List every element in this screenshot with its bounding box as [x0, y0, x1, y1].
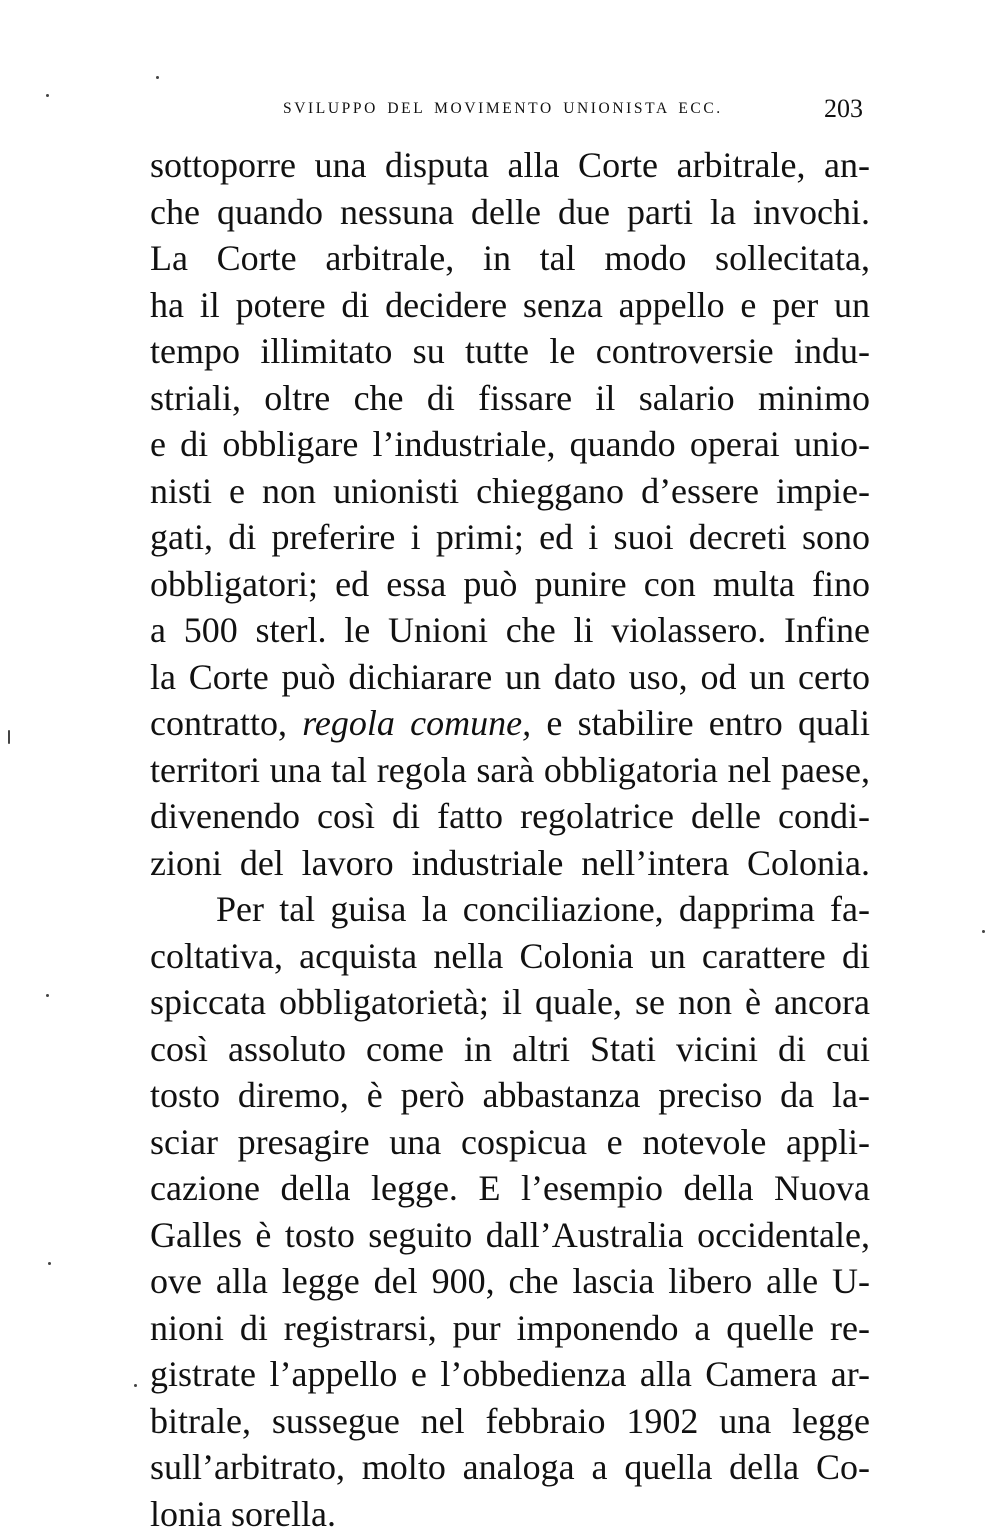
running-title: SVILUPPO DEL MOVIMENTO UNIONISTA ECC.: [283, 100, 723, 118]
scan-speck: [46, 994, 49, 997]
text-line: coltativa, acquista nella Colonia un carattere di: [150, 933, 870, 980]
text-line: che quando nessuna delle due parti la invochi.: [150, 189, 870, 236]
text-line: zioni del lavoro industriale nell’intera Colonia.: [150, 840, 870, 887]
text-line: sciar presagire una cospicua e notevole appli-: [150, 1119, 870, 1166]
text-line: gistrate l’appello e l’obbedienza alla Camera ar-: [150, 1351, 870, 1398]
text-line: nioni di registrarsi, pur imponendo a quelle re-: [150, 1305, 870, 1352]
text-line: spiccata obbligatorietà; il quale, se non è ancora: [150, 979, 870, 1026]
body-text: [150, 142, 870, 1537]
running-header: [0, 92, 1000, 132]
text-line: tempo illimitato su tutte le controversie indu-: [150, 328, 870, 375]
scan-speck: [8, 730, 10, 744]
text-line: striali, oltre che di fissare il salario minimo: [150, 375, 870, 422]
text-fragment: contratto,: [150, 703, 287, 743]
text-line: ove alla legge del 900, che lascia libero alle U-: [150, 1258, 870, 1305]
text-line: La Corte arbitrale, in tal modo sollecitata,: [150, 235, 870, 282]
text-line: nisti e non unionisti chieggano d’essere impie-: [150, 468, 870, 515]
scan-speck: [156, 76, 159, 79]
italic-phrase: regola comune,: [302, 703, 531, 743]
text-line: divenendo così di fatto regolatrice delle condi-: [150, 793, 870, 840]
text-line: obbligatori; ed essa può punire con multa fino: [150, 561, 870, 608]
text-line: [150, 700, 870, 747]
text-line: gati, di preferire i primi; ed i suoi decreti sono: [150, 514, 870, 561]
text-line: sottoporre una disputa alla Corte arbitrale, an-: [150, 142, 870, 189]
text-line: sull’arbitrato, molto analoga a quella della Co-: [150, 1444, 870, 1491]
text-line: e di obbligare l’industriale, quando operai unio-: [150, 421, 870, 468]
paragraph-first-line: Per tal guisa la conciliazione, dapprima fa-: [150, 886, 870, 933]
text-line: a 500 sterl. le Unioni che li violassero. Infine: [150, 607, 870, 654]
text-line: territori una tal regola sarà obbligatoria nel paese,: [150, 747, 870, 794]
scan-speck: [46, 94, 49, 97]
text-fragment: e stabilire entro quali: [546, 703, 870, 743]
text-line: bitrale, sussegue nel febbraio 1902 una legge: [150, 1398, 870, 1445]
text-line: così assoluto come in altri Stati vicini di cui: [150, 1026, 870, 1073]
scan-speck: [982, 930, 985, 933]
text-line: cazione della legge. E l’esempio della Nuova: [150, 1165, 870, 1212]
scan-speck: [48, 1262, 51, 1265]
text-line: Galles è tosto seguito dall’Australia occidentale,: [150, 1212, 870, 1259]
text-line: ha il potere di decidere senza appello e per un: [150, 282, 870, 329]
text-line: lonia sorella.: [150, 1491, 870, 1537]
text-line: la Corte può dichiarare un dato uso, od un certo: [150, 654, 870, 701]
page-number: 203: [824, 94, 863, 124]
text-line: tosto diremo, è però abbastanza preciso da la-: [150, 1072, 870, 1119]
scan-speck: [134, 1384, 137, 1387]
